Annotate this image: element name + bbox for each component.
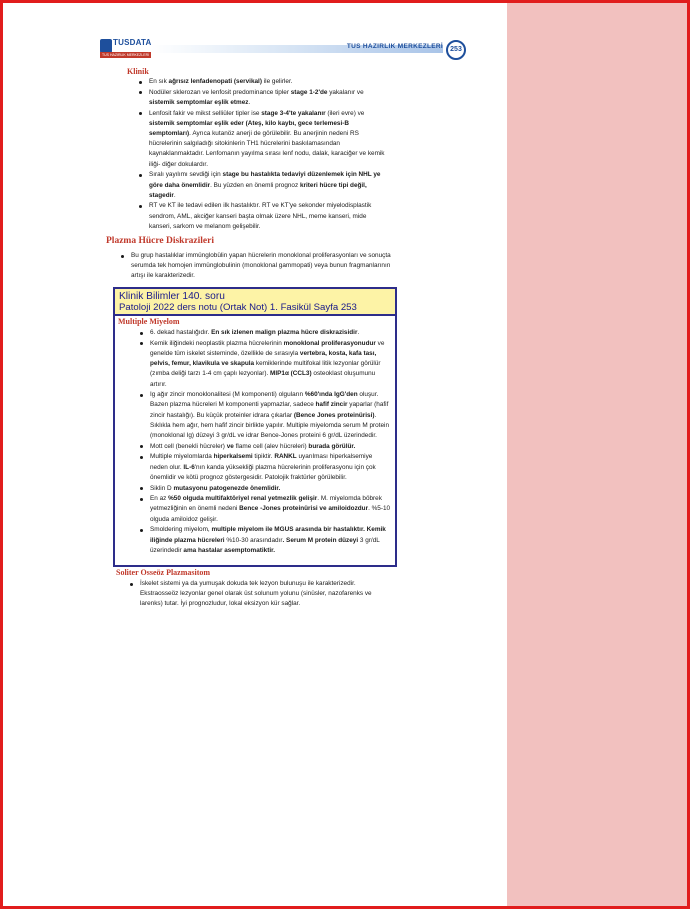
- miyelom-text: Mott cell (benekli hücreler): [150, 442, 225, 450]
- miyelom-text: osteoklast oluşumunu artırır.: [150, 370, 376, 388]
- klinik-text: (ileri evre) ve: [325, 109, 365, 117]
- miyelom-heading: Multiple Miyelom: [118, 317, 180, 326]
- miyelom-text: oluşur. Bazen plazma hücreleri M komponenti yapmazlar, sadece: [150, 391, 379, 409]
- klinik-item: [138, 77, 390, 87]
- klinik-text: stage 1-2'de: [290, 88, 328, 96]
- klinik-text: ağrısız lenfadenopati (servikal): [168, 78, 262, 85]
- miyelom-text: Ig ağır zincir monoklonalitesi (M komponenti) olguların: [150, 391, 305, 399]
- miyelom-text: Multiple miyelomlarda: [150, 453, 214, 461]
- miyelom-text: 'nın kanda yüksekliği plazma hücrelerinin proliferasyonu için çok önemlidir ve kötü prognoz göstergesidir. Patolojik fraktürler görülebilir.: [150, 463, 376, 481]
- klinik-text: RT ve KT ile tedavi edilen ilk hastalıktır. RT ve KT'ye sekonder miyelodisplastik sendrom, AML, akciğer kanseri başta olmak üzere NHL, meme kanseri, mide kanseri, sarkom ve melanom gelişebilir.: [149, 202, 372, 230]
- annotation-header: [115, 289, 395, 316]
- klinik-text: sistemik semptomlar eşlik eder (Ateş, kilo kaybı, gece terlemesi-B semptomları): [149, 119, 349, 138]
- klinik-text: . Bu yüzden en önemli prognoz: [210, 181, 300, 189]
- document-page: [3, 3, 507, 906]
- miyelom-item: [139, 494, 391, 525]
- miyelom-text: %60'ında IgG'den: [304, 391, 358, 399]
- plazma-list: [120, 251, 392, 282]
- miyelom-text: 6. dekad hastalığıdır.: [150, 329, 212, 336]
- miyelom-text: Bence -Jones proteinürisi ve amiloidozdur: [239, 505, 369, 513]
- plazma-text: Bu grup hastalıklar immünglobülin yapan hücrelerin monoklonal proliferasyonları ve sonuçta serumda tek homojen immünglobulinin (monoklonal gammopati) veya bunun fragmanlarının artışı ile karakterizedir.: [131, 252, 391, 280]
- tusdata-logo: [100, 37, 152, 59]
- miyelom-text: . %5-10 olguda amiloidoz gelişir.: [150, 505, 391, 523]
- klinik-item: [138, 109, 390, 170]
- miyelom-text: Siklin D: [150, 484, 172, 492]
- miyelom-text: yaparlar (hafif zincir hastalığı). Bu küçük proteinler idrara çıkarlar: [150, 401, 389, 419]
- klinik-text: yakalanır ve: [327, 88, 364, 96]
- klinik-text: stage 3-4'te yakalanır: [261, 109, 326, 117]
- klinik-item: [138, 201, 390, 232]
- klinik-text: kriteri hücre tipi değil, stagedir: [149, 181, 367, 199]
- miyelom-item: [139, 390, 391, 441]
- miyelom-text: kemiklerinde multifokal litik lezyonlar görülür (zımba deliği tarzı 1-4 cm çaplı lezyonlar).: [150, 360, 381, 378]
- klinik-text: .: [173, 191, 176, 199]
- miyelom-text: flame cell (alev hücreleri): [235, 442, 307, 450]
- klinik-text: Nodüler sklerozan ve lenfosit predominance tipler: [149, 88, 291, 96]
- miyelom-item: [139, 525, 391, 556]
- klinik-text: Lenfosit fakir ve mikst selliüler tipler ise: [149, 109, 262, 117]
- klinik-text: stage bu hastalıkta tedaviyi düzenlemek için NHL ye göre daha önemlidir: [149, 171, 381, 189]
- miyelom-text: multiple miyelom ile MGUS arasında bir hastalıktır. Kemik iliğinde plazma hücreleri: [150, 526, 386, 544]
- miyelom-text: . Serum M protein düzeyi: [282, 536, 360, 544]
- miyelom-text: monoklonal proliferasyonudur: [283, 339, 376, 347]
- klinik-item: [138, 170, 390, 201]
- miyelom-text: %50 olguda multifaktöriyel renal yetmezlik gelişir: [168, 495, 318, 503]
- logo-mark-icon: [100, 39, 112, 53]
- miyelom-text: . Sıklıkla hem ağır, hem hafif zincir birlikte yapılır. Multiple miyelomda serum M protein (monoklonal Ig) düzeyi 3 gr/dL ve idrar Bence-Jones proteini 6 gr/dL üzerindedir.: [150, 411, 390, 440]
- annotation-line-2: Patoloji 2022 ders notu (Ortak Not) 1. Fasikül Sayfa 253: [119, 302, 357, 313]
- klinik-heading: Klinik: [127, 67, 149, 76]
- klinik-list: [138, 77, 390, 232]
- miyelom-text: ve: [224, 442, 236, 450]
- miyelom-list: [139, 328, 391, 556]
- miyelom-text: Kemik iliğindeki neoplastik plazma hücrelerinin: [150, 339, 284, 347]
- pink-side-panel: [507, 3, 687, 906]
- plazma-item: [120, 251, 392, 282]
- miyelom-item: [139, 339, 391, 390]
- miyelom-text: burada görülür.: [306, 442, 356, 450]
- miyelom-text: hafif zincir: [315, 401, 348, 409]
- miyelom-text: ama hastalar asemptomatiktir.: [181, 546, 276, 554]
- miyelom-text: hiperkalsemi: [213, 453, 253, 461]
- klinik-item: [138, 88, 390, 108]
- miyelom-item: [139, 442, 391, 452]
- soliter-heading: Soliter Osseöz Plazmasitom: [116, 568, 211, 577]
- miyelom-text: . M. miyelomda böbrek yetmezliğinin en önemli nedeni: [150, 495, 382, 513]
- miyelom-text: tipiktir.: [252, 453, 275, 461]
- page-number: 253: [446, 40, 466, 60]
- miyelom-text: Smoldering miyelom,: [150, 526, 210, 534]
- plazma-heading: Plazma Hücre Diskrazileri: [106, 236, 214, 246]
- logo-subtitle: TUS HAZIRLIK MERKEZLERİ: [102, 53, 150, 57]
- soliter-list: [129, 579, 391, 610]
- miyelom-text: RANKL: [274, 453, 297, 461]
- logo-text: TUSDATA: [113, 38, 152, 47]
- miyelom-text: En sık izlenen malign plazma hücre diskrazisidir: [211, 329, 358, 336]
- miyelom-text: mutasyonu patogenezde önemlidir.: [171, 484, 281, 492]
- miyelom-text: uyarılması hiperkalsemiye neden olur.: [150, 453, 373, 471]
- miyelom-item: [139, 328, 391, 338]
- klinik-text: ile gelirler.: [261, 78, 293, 85]
- miyelom-text: .: [357, 329, 360, 336]
- miyelom-item: [139, 452, 391, 483]
- soliter-item: [129, 579, 391, 610]
- klinik-text: Sıralı yayılımı sevdiği için: [149, 171, 223, 179]
- klinik-text: sistemik semptomlar eşlik etmez: [149, 98, 249, 106]
- klinik-text: . Ayrıca kutanöz anerji de görülebilir. Bu anerjinin nedeni RS hücrelerinin salgıladığı sitokinlerin TH1 hücrelerini baskılamasından kaynaklanmaktadır. Lenfomanın yayılma sırası lenf nodu, dalak, karaciğer ve kemik iliği- diğer dokulardır.: [149, 130, 385, 168]
- miyelom-text: 3 gr/dL üzerindedir: [150, 536, 380, 554]
- source-annotation-box: [113, 287, 397, 567]
- miyelom-text: En az: [150, 495, 169, 503]
- miyelom-text: %10-30 arasındadır: [226, 536, 283, 544]
- klinik-text: En sık: [149, 78, 169, 85]
- header-title: TUS HAZIRLIK MERKEZLERİ: [346, 43, 443, 50]
- miyelom-text: IL-6: [183, 463, 195, 471]
- miyelom-text: MIP1α (CCL3): [270, 370, 312, 378]
- annotation-line-1: Klinik Bilimler 140. soru: [119, 291, 225, 302]
- miyelom-item: [139, 484, 391, 494]
- miyelom-text: (Bence Jones proteinürisi): [293, 411, 375, 419]
- soliter-text: İskelet sistemi ya da yumuşak dokuda tek lezyon bulunuşu ile karakterizedir. Ekstraosseöz lezyonlar genel olarak üst solunum yolunu (sinüsler, nazofarenks ve larenks) tutar. İyi prognozludur, lokal eksizyon kür sağlar.: [140, 580, 372, 608]
- klinik-text: .: [248, 98, 251, 106]
- miyelom-text: vertebra, kosta, kafa tası, pelvis, femur, klavikula ve skapula: [150, 349, 377, 368]
- miyelom-text: ve genelde tüm iskelet sisteminde, özellikle de sırasıyla: [150, 339, 385, 357]
